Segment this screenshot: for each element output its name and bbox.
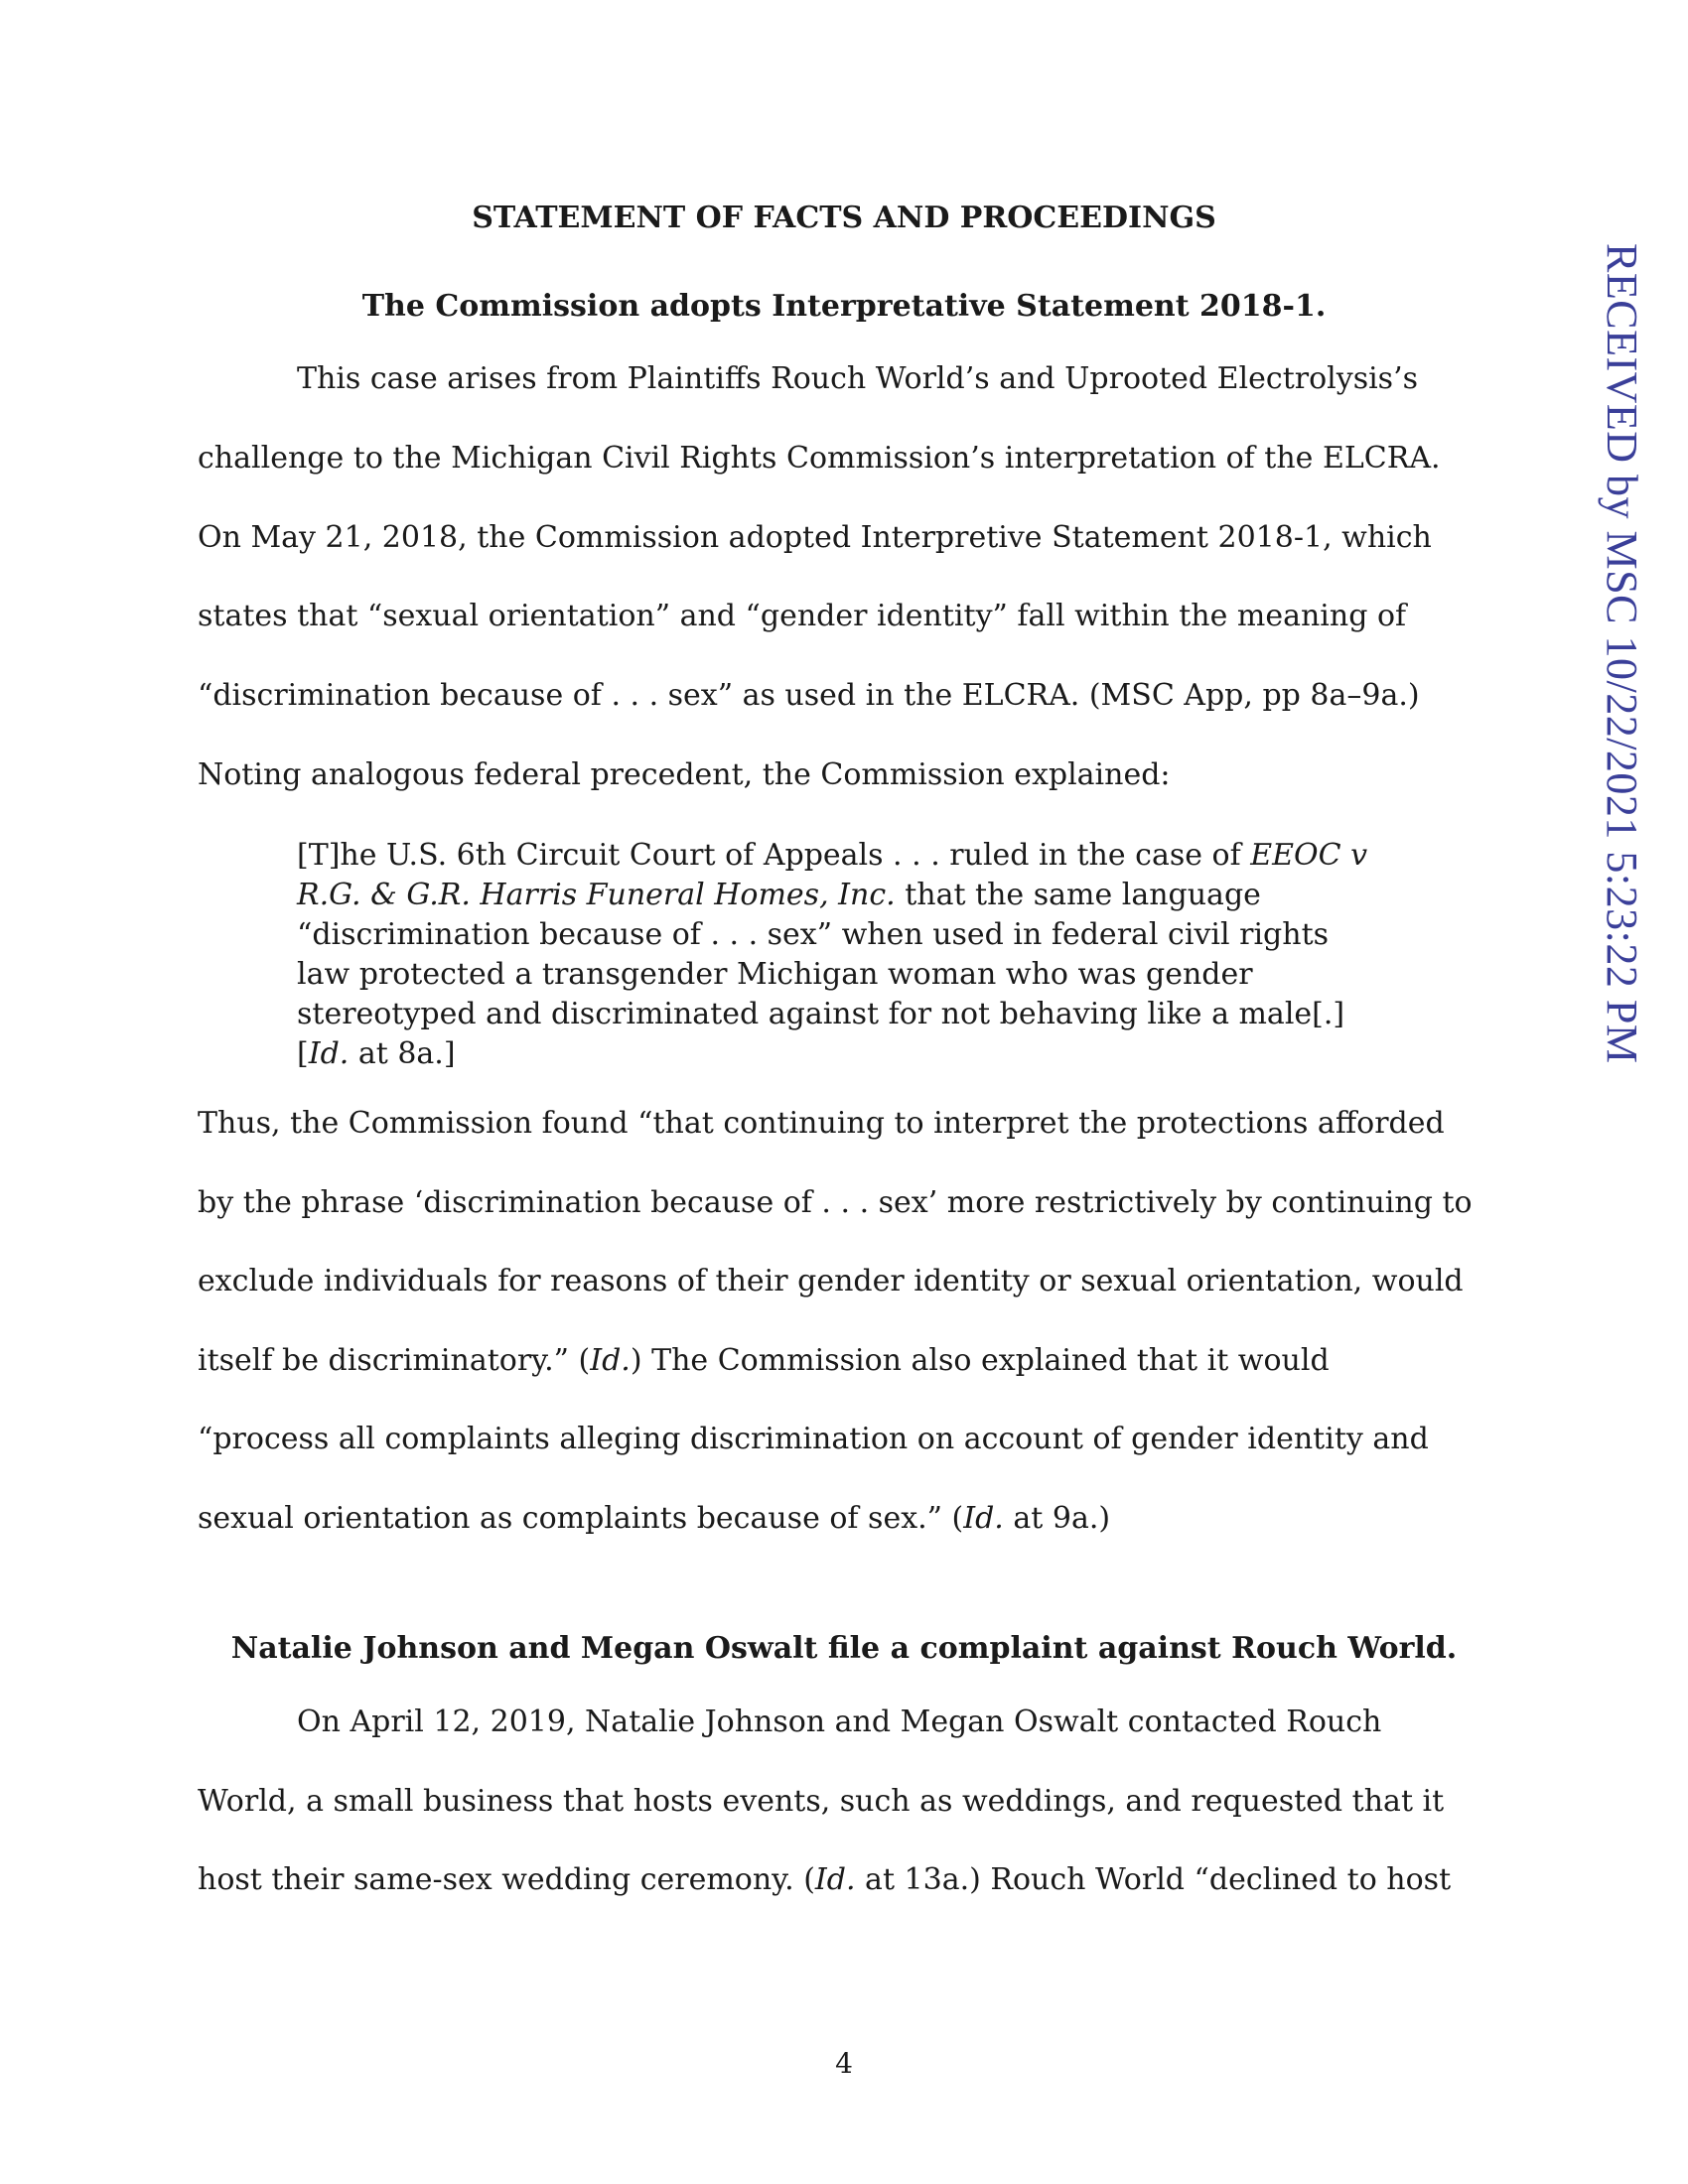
quote-line: stereotyped and discriminated against for not behaving like a male[.] (297, 997, 1345, 1031)
text-line: by the phrase ‘discrimination because of . . . sex’ more restrictively by continuing to (198, 1185, 1473, 1220)
id-italic: Id. (814, 1862, 856, 1897)
text-line (198, 1501, 1508, 1537)
text-segment: ) The Commission also explained that it would (630, 1343, 1330, 1378)
text-line: states that “sexual orientation” and “gender identity” fall within the meaning of (198, 599, 1407, 633)
text-line: “discrimination because of . . . sex” as used in the ELCRA. (MSC App, pp 8a–9a.) (198, 678, 1420, 713)
quote-line: law protected a transgender Michigan woman who was gender (297, 957, 1253, 992)
text-line: “process all complaints alleging discrimination on account of gender identity and (198, 1422, 1429, 1456)
text-segment: sexual orientation as complaints because of sex.” ( (198, 1501, 964, 1536)
text-line: On April 12, 2019, Natalie Johnson and Megan Oswalt contacted Rouch (297, 1705, 1382, 1739)
section-heading-1: The Commission adopts Interpretative Statement 2018-1. (361, 289, 1327, 324)
case-name-italic: R.G. & G.R. Harris Funeral Homes, Inc. (297, 878, 896, 912)
text-line (198, 1343, 1508, 1379)
quote-line (297, 836, 1608, 876)
text-line: On May 21, 2018, the Commission adopted Interpretive Statement 2018-1, which (198, 520, 1432, 555)
text-line (198, 1862, 1508, 1898)
id-italic: Id. (963, 1501, 1004, 1536)
text-segment: at 9a.) (1003, 1501, 1111, 1536)
citation-text: at 8a.] (349, 1036, 456, 1071)
quote-text: that the same language (895, 878, 1261, 912)
quote-line (297, 876, 1608, 915)
id-italic: Id. (590, 1343, 631, 1378)
text-segment: itself be discriminatory.” ( (198, 1343, 591, 1378)
text-line: Thus, the Commission found “that continuing to interpret the protections afforded (198, 1106, 1445, 1141)
page-number: 4 (835, 2047, 853, 2080)
page-title: STATEMENT OF FACTS AND PROCEEDINGS (472, 201, 1216, 235)
quote-citation (297, 1034, 1608, 1074)
text-segment: at 13a.) Rouch World “declined to host (855, 1862, 1452, 1897)
quote-text: [T]he U.S. 6th Circuit Court of Appeals . . . ruled in the case of (297, 838, 1251, 873)
text-line: World, a small business that hosts events, such as weddings, and requested that it (198, 1784, 1445, 1819)
text-line: exclude individuals for reasons of their gender identity or sexual orientation, would (198, 1264, 1464, 1298)
text-line: challenge to the Michigan Civil Rights Commission’s interpretation of the ELCRA. (198, 441, 1441, 476)
case-name-italic: EEOC v (1250, 838, 1368, 873)
citation-text: [ (297, 1036, 309, 1071)
text-segment: host their same-sex wedding ceremony. ( (198, 1862, 815, 1897)
received-stamp: RECEIVED by MSC 10/22/2021 5:23:22 PM (1598, 243, 1646, 1064)
id-italic: Id. (308, 1036, 350, 1071)
section-heading-2: Natalie Johnson and Megan Oswalt file a complaint against Rouch World. (230, 1631, 1458, 1666)
quote-line: “discrimination because of . . . sex” when used in federal civil rights (297, 917, 1330, 952)
text-line: This case arises from Plaintiffs Rouch World’s and Uprooted Electrolysis’s (297, 361, 1419, 396)
text-line: Noting analogous federal precedent, the Commission explained: (198, 757, 1171, 792)
